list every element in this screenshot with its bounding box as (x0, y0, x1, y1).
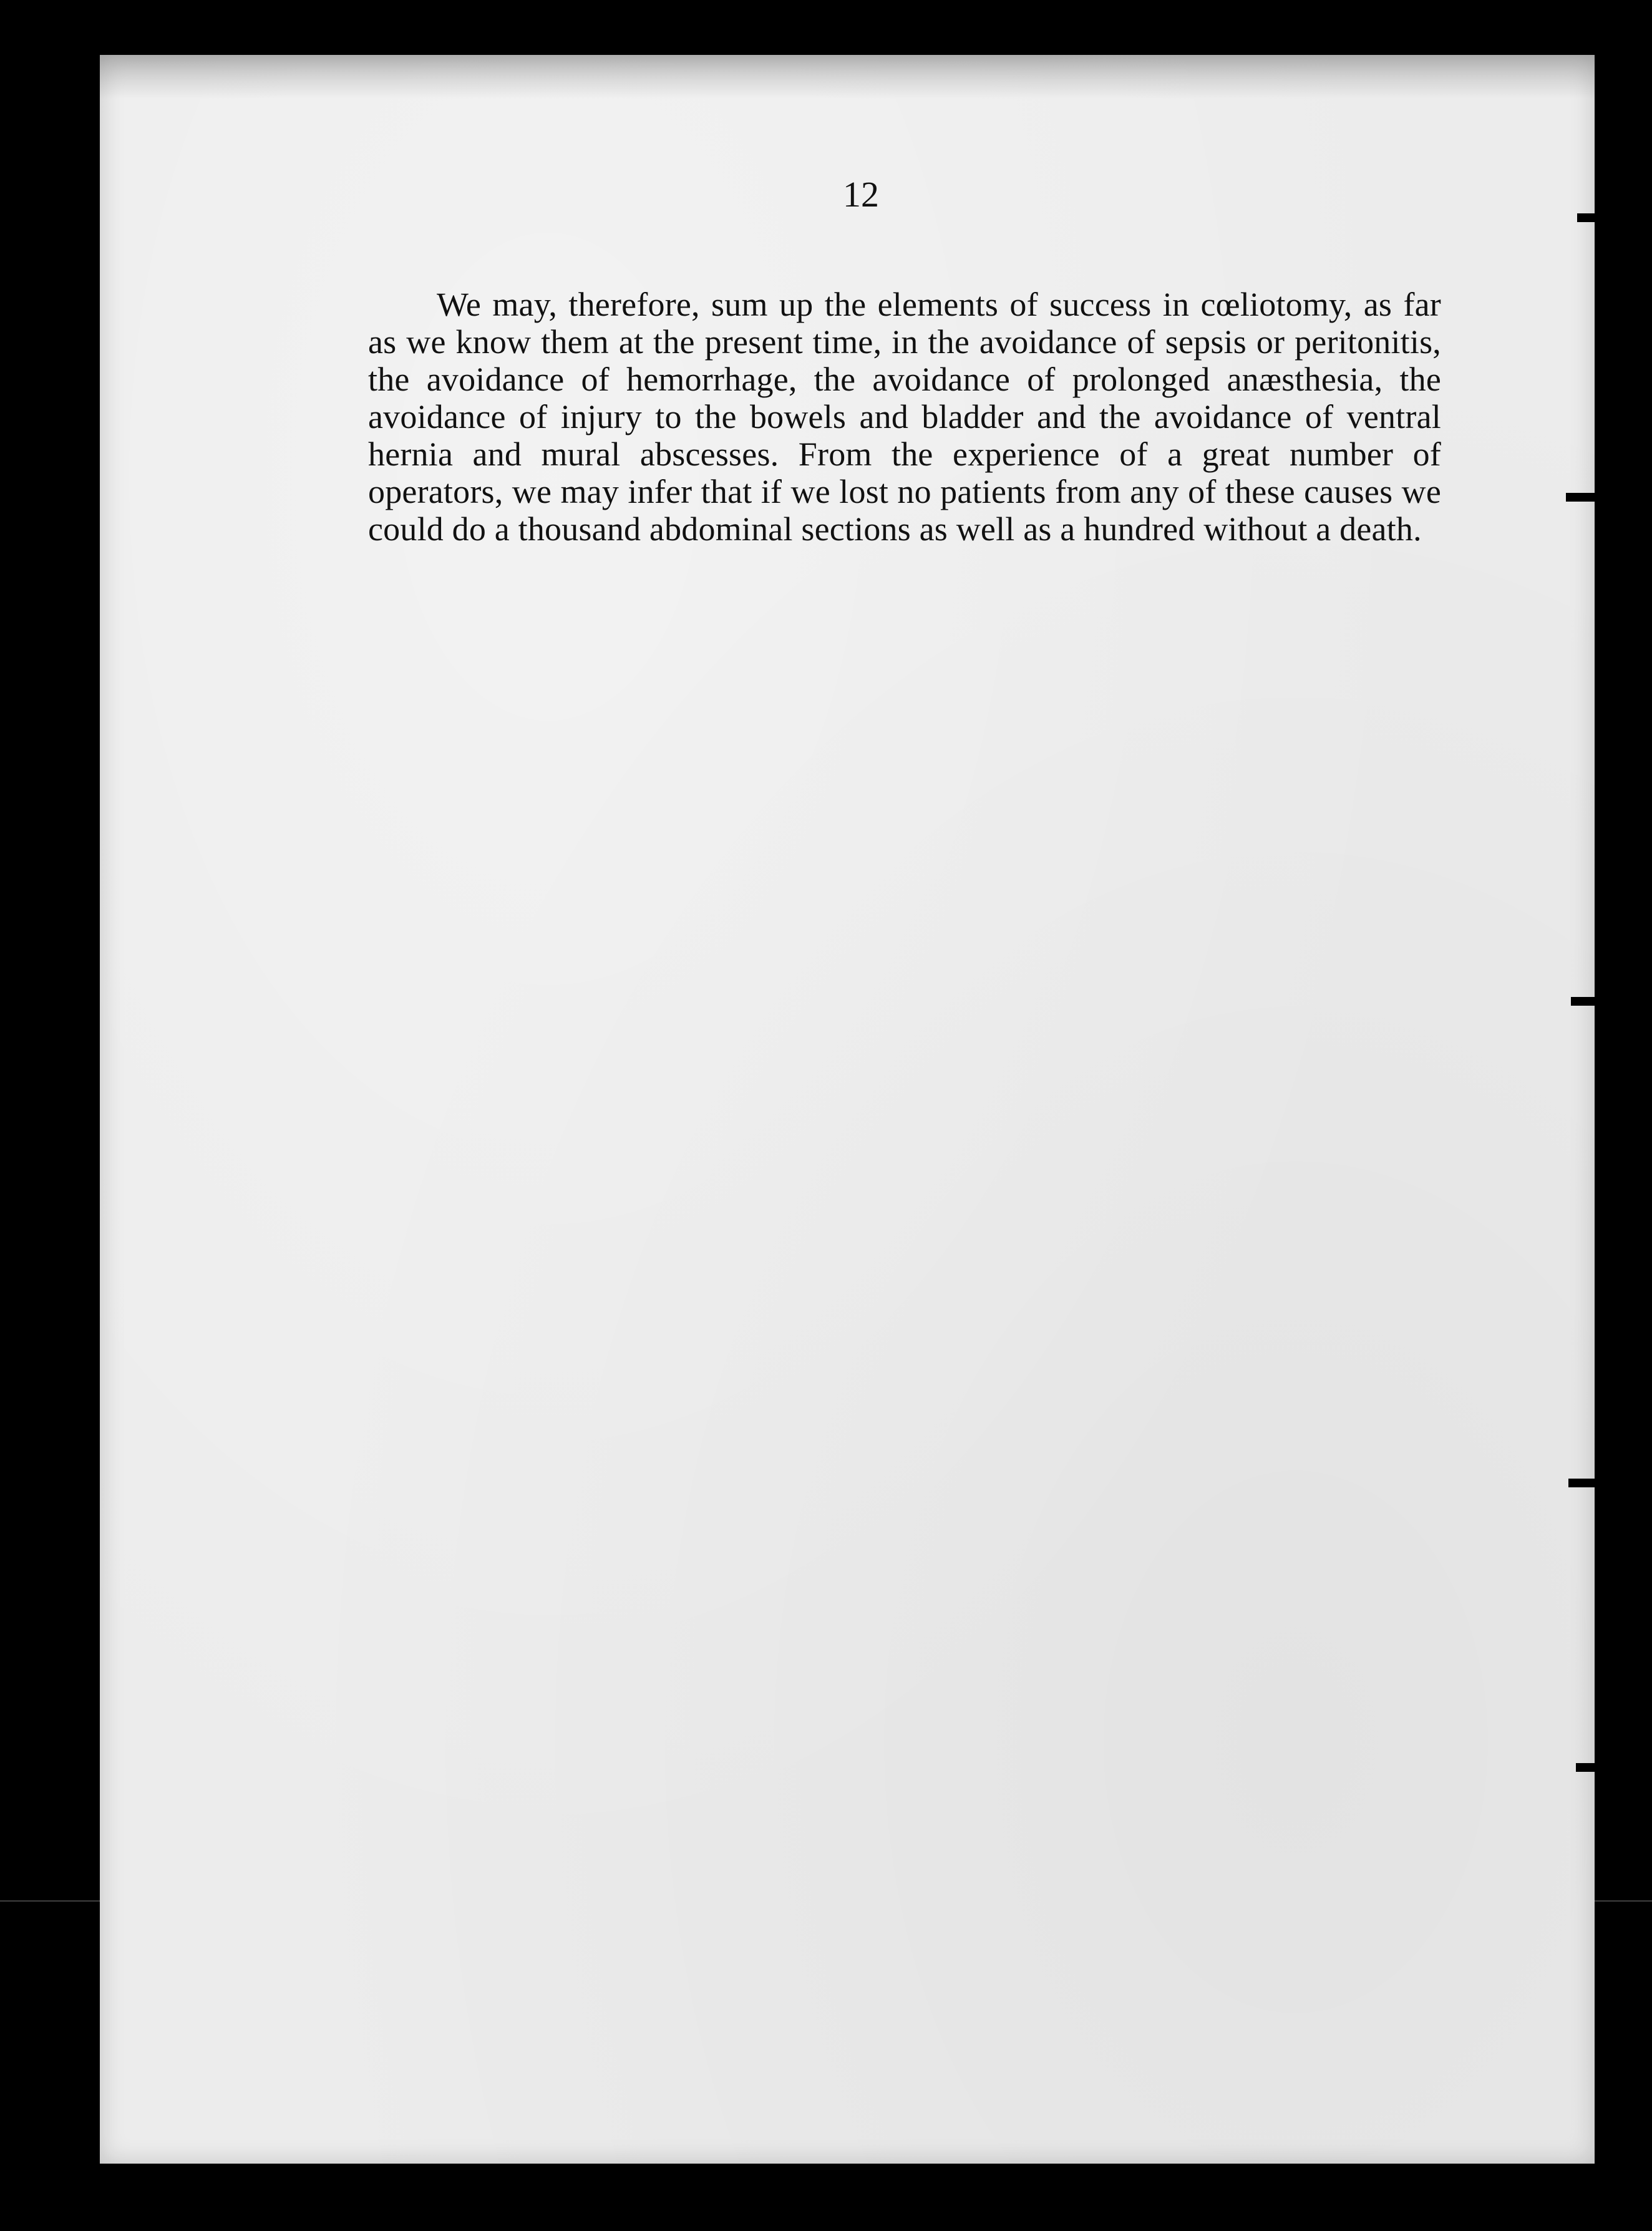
edge-tab-mark (1576, 1763, 1611, 1772)
edge-tab-mark (1566, 493, 1601, 502)
edge-tab-mark (1577, 213, 1612, 222)
document-page (100, 55, 1595, 2164)
body-paragraph: We may, therefore, sum up the elements of success in cœliotomy, as far as we know them at the present time, in the avoidance of sepsis or peritonitis, the avoidance of hemorrhage, the avoidance of prolonged anæsthesia, the avoidance of injury to the bowels and bladder and the avoidance of ventral hernia and mural abscesses. From the experience of a great number of operators, we may infer that if we lost no patients from any of these causes we could do a thousand abdominal sections as well as a hundred without a death. (368, 286, 1441, 548)
edge-tab-mark (1571, 997, 1606, 1006)
edge-tab-mark (1568, 1479, 1603, 1487)
page-number: 12 (843, 174, 879, 215)
page-top-shadow (100, 55, 1595, 99)
